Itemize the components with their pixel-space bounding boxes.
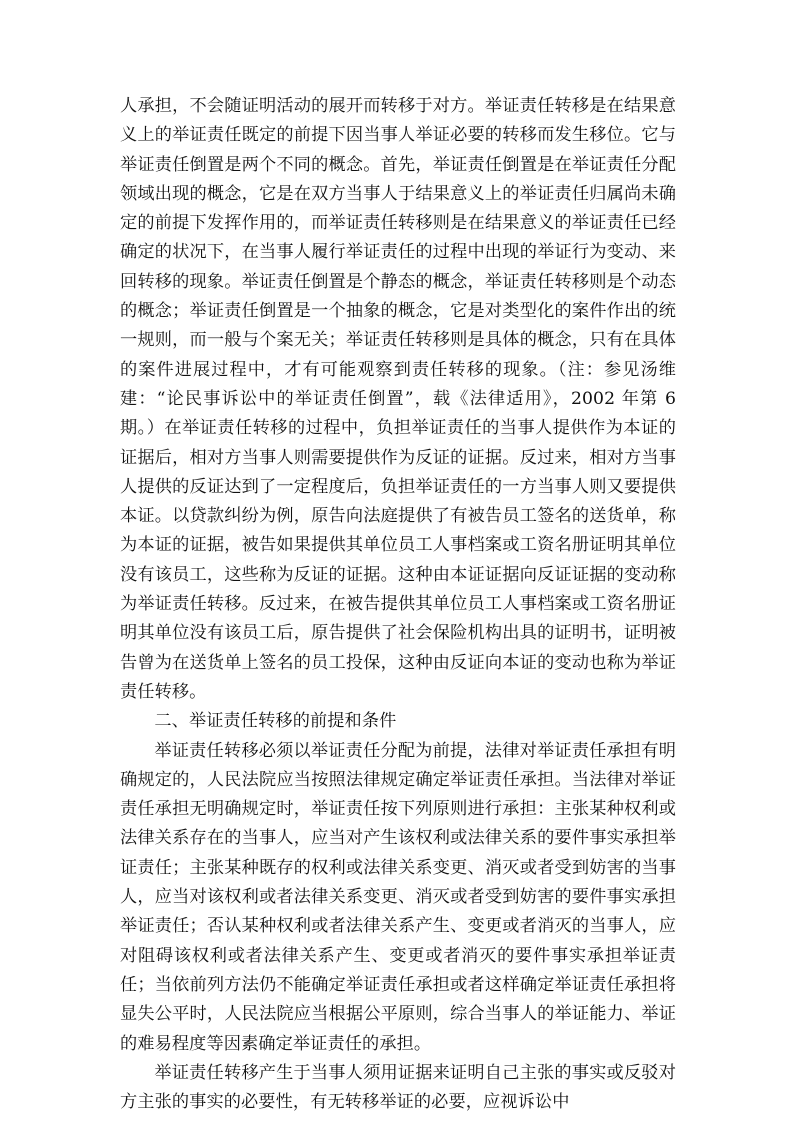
document-body	[120, 92, 676, 1117]
paragraph-burden-transfer-necessity: 举证责任转移产生于当事人须用证据来证明自己主张的事实或反驳对方主张的事实的必要性，有无转移举证的必要，应视诉讼中	[120, 1062, 676, 1113]
paragraph-burden-transfer-concept: 人承担，不会随证明活动的展开而转移于对方。举证责任转移是在结果意义上的举证责任既定的前提下因当事人举证必要的转移而发生移位。它与举证责任倒置是两个不同的概念。首先，举证责任倒置是在举证责任分配领域出现的概念，它是在双方当事人于结果意义上的举证责任归属尚未确定的前提下发挥作用的，而举证责任转移则是在结果意义的举证责任已经确定的状况下，在当事人履行举证责任的过程中出现的举证行为变动、来回转移的现象。举证责任倒置是个静态的概念，举证责任转移则是个动态的概念；举证责任倒置是一个抽象的概念，它是对类型化的案件作出的统一规则，而一般与个案无关；举证责任转移则是具体的概念，只有在具体的案件进展过程中，才有可能观察到责任转移的现象。（注：参见汤维建：“论民事诉讼中的举证责任倒置”，载《法律适用》，2002 年第 6 期。）在举证责任转移的过程中，负担举证责任的当事人提供作为本证的证据后，相对方当事人则需要提供作为反证的证据。反过来，相对方当事人提供的反证达到了一定程度后，负担举证责任的一方当事人则又要提供本证。以贷款纠纷为例，原告向法庭提供了有被告员工签名的送货单，称为本证的证据，被告如果提供其单位员工人事档案或工资名册证明其单位没有该员工，这些称为反证的证据。这种由本证证据向反证证据的变动称为举证责任转移。反过来，在被告提供其单位员工人事档案或工资名册证明其单位没有该员工后，原告提供了社会保险机构出具的证明书，证明被告曾为在送货单上签名的员工投保，这种由反证向本证的变动也称为举证责任转移。	[120, 96, 676, 702]
paragraph-burden-allocation-rules: 举证责任转移必须以举证责任分配为前提，法律对举证责任承担有明确规定的，人民法院应当按照法律规定确定举证责任承担。当法律对举证责任承担无明确规定时，举证责任按下列原则进行承担：主张某种权利或法律关系存在的当事人，应当对产生该权利或法律关系的要件事实承担举证责任；主张某种既存的权利或法律关系变更、消灭或者受到妨害的当事人，应当对该权利或者法律关系变更、消灭或者受到妨害的要件事实承担举证责任；否认某种权利或者法律关系产生、变更或者消灭的当事人，应对阻碍该权利或者法律关系产生、变更或者消灭的要件事实承担举证责任；当依前列方法仍不能确定举证责任承担或者这样确定举证责任承担将显失公平时，人民法院应当根据公平原则，综合当事人的举证能力、举证的难易程度等因素确定举证责任的承担。	[120, 740, 676, 1054]
section-heading-premise-and-conditions: 二、举证责任转移的前提和条件	[154, 711, 397, 732]
